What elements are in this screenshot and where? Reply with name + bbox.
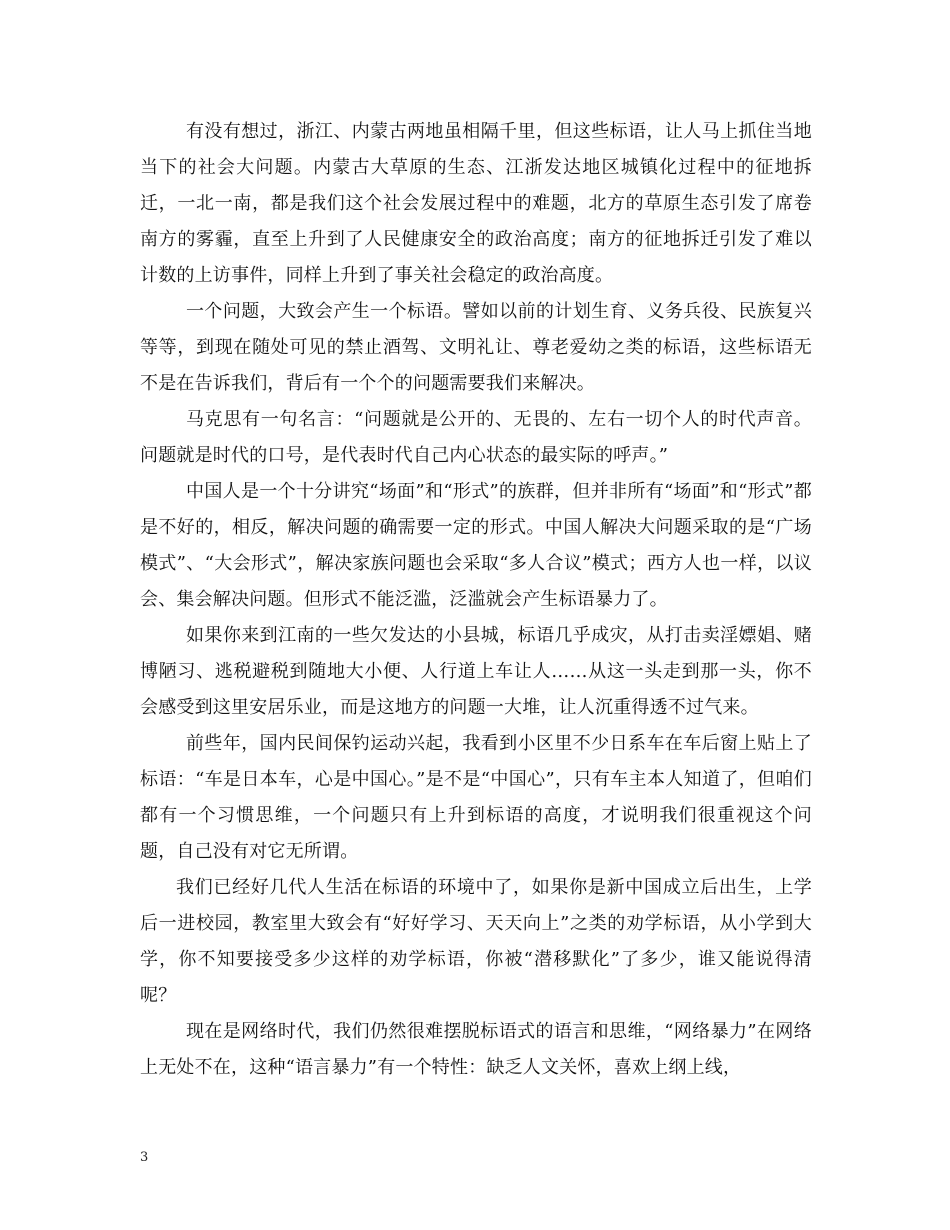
document-body <box>140 114 812 1086</box>
paragraph-8: 现在是网络时代，我们仍然很难摆脱标语式的语言和思维，“网络暴力”在网络上无处不在，这种“语言暴力”有一个特性：缺乏人文关怀，喜欢上纲上线， <box>140 1021 812 1078</box>
paragraph-2: 一个问题，大致会产生一个标语。譬如以前的计划生育、义务兵役、民族复兴等等，到现在随处可见的禁止酒驾、文明礼让、尊老爱幼之类的标语，这些标语无不是在告诉我们，背后有一个个的问题需要我们来解决。 <box>140 301 812 394</box>
paragraph-3: 马克思有一句名言：“问题就是公开的、无畏的、左右一切个人的时代声音。问题就是时代的口号，是代表时代自己内心状态的最实际的呼声。” <box>140 409 812 466</box>
paragraph-6: 前些年，国内民间保钓运动兴起，我看到小区里不少日系车在车后窗上贴上了标语：“车是日本车，心是中国心。”是不是“中国心”，只有车主本人知道了，但咱们都有一个习惯思维，一个问题只有上升到标语的高度，才说明我们很重视这个问题，自己没有对它无所谓。 <box>140 733 812 862</box>
page-number: 3 <box>140 1150 149 1165</box>
paragraph-1: 有没有想过，浙江、内蒙古两地虽相隔千里，但这些标语，让人马上抓住当地当下的社会大问题。内蒙古大草原的生态、江浙发达地区城镇化过程中的征地拆迁，一北一南，都是我们这个社会发展过程中的难题，北方的草原生态引发了席卷南方的雾霾，直至上升到了人民健康安全的政治高度；南方的征地拆迁引发了难以计数的上访事件，同样上升到了事关社会稳定的政治高度。 <box>140 121 812 286</box>
paragraph-5: 如果你来到江南的一些欠发达的小县城，标语几乎成灾，从打击卖淫嫖娼、赌博陋习、逃税避税到随地大小便、人行道上车让人……从这一头走到那一头，你不会感受到这里安居乐业，而是这地方的问题一大堆，让人沉重得透不过气来。 <box>140 625 812 718</box>
paragraph-4: 中国人是一个十分讲究“场面”和“形式”的族群，但并非所有“场面”和“形式”都是不好的，相反，解决问题的确需要一定的形式。中国人解决大问题采取的是“广场模式”、“大会形式”，解决家族问题也会采取“多人合议”模式；西方人也一样，以议会、集会解决问题。但形式不能泛滥，泛滥就会产生标语暴力了。 <box>140 481 812 610</box>
paragraph-7: 我们已经好几代人生活在标语的环境中了，如果你是新中国成立后出生，上学后一进校园，教室里大致会有“好好学习、天天向上”之类的劝学标语，从小学到大学，你不知要接受多少这样的劝学标语，你被“潜移默化”了多少，谁又能说得清呢？ <box>140 877 812 1006</box>
